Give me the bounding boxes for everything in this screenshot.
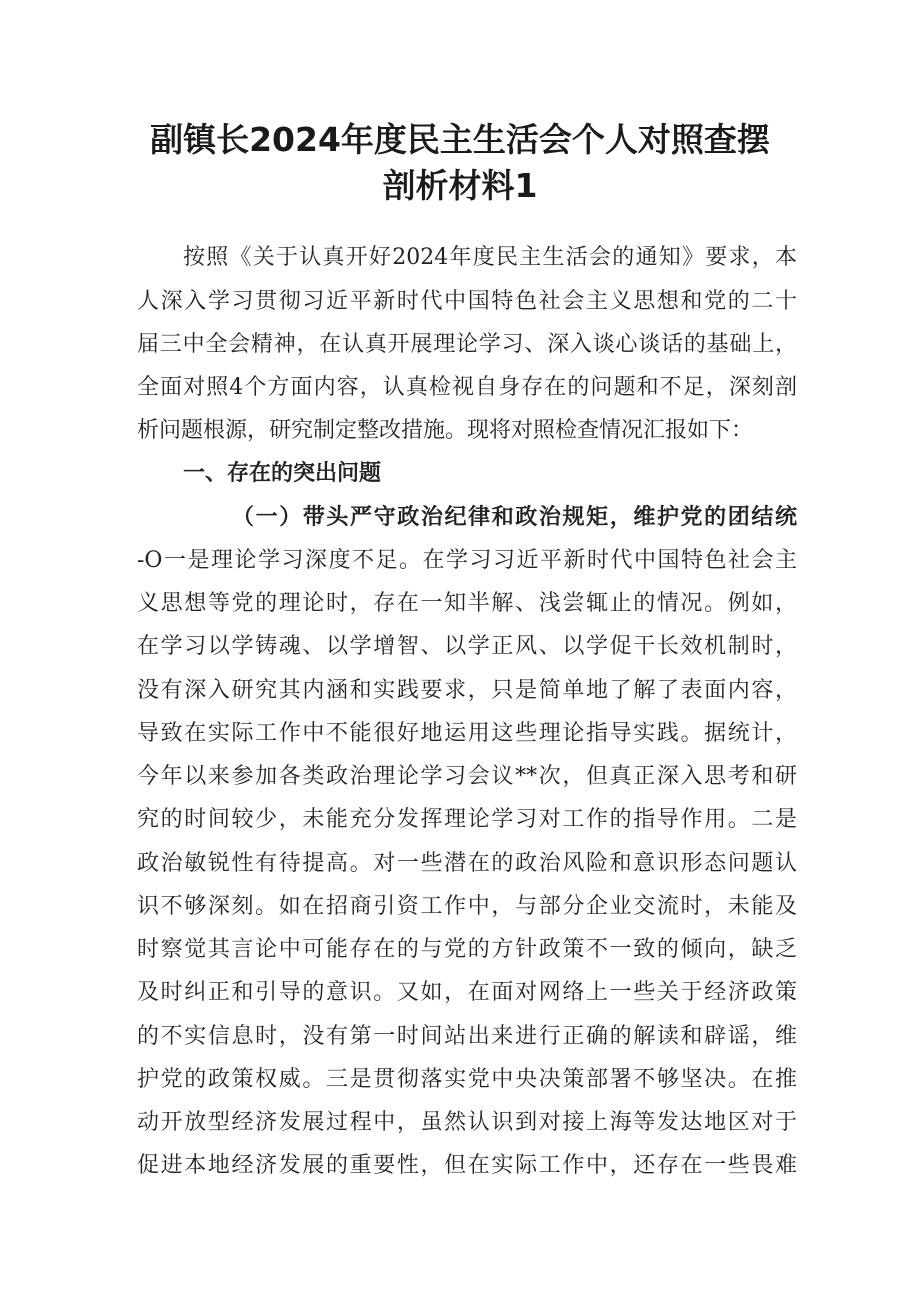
- intro-line: 全面对照4个方面内容，认真检视自身存在的问题和不足，深刻剖: [137, 375, 797, 400]
- intro-line: 析问题根源，研究制定整改措施。现将对照检查情况汇报如下：: [137, 418, 754, 443]
- section-heading: 一、存在的突出问题: [183, 461, 382, 486]
- body-line: 义思想等党的理论时，存在一知半解、浅尝辄止的情况。例如，: [137, 591, 797, 616]
- body-line: 及时纠正和引导的意识。又如，在面对网络上一些关于经济政策: [137, 980, 797, 1005]
- body-line: 识不够深刻。如在招商引资工作中，与部分企业交流时，未能及: [137, 894, 797, 919]
- intro-line: 人深入学习贯彻习近平新时代中国特色社会主义思想和党的二十: [137, 289, 797, 314]
- body-line: 究的时间较少，未能充分发挥理论学习对工作的指导作用。二是: [137, 807, 797, 832]
- body-line: 没有深入研究其内涵和实践要求，只是简单地了解了表面内容，: [137, 678, 797, 703]
- document-title-line-2: 剖析材料1: [382, 166, 538, 205]
- document-title-line-1: 副镇长2024年度民主生活会个人对照查摆: [150, 120, 770, 159]
- intro-line: 按照《关于认真开好2024年度民主生活会的通知》要求，本: [183, 245, 797, 270]
- body-line: 今年以来参加各类政治理论学习会议**次，但真正深入思考和研: [137, 764, 797, 789]
- body-line: 在学习以学铸魂、以学增智、以学正风、以学促干长效机制时，: [137, 634, 797, 659]
- body-line: 护党的政策权威。三是贯彻落实党中央决策部署不够坚决。在推: [137, 1067, 797, 1092]
- body-line: 动开放型经济发展过程中，虽然认识到对接上海等发达地区对于: [137, 1110, 797, 1135]
- intro-line: 届三中全会精神，在认真开展理论学习、深入谈心谈话的基础上，: [137, 332, 797, 357]
- subsection-heading: （一）带头严守政治纪律和政治规矩，维护党的团结统: [232, 505, 797, 530]
- body-line: 政治敏锐性有待提高。对一些潜在的政治风险和意识形态问题认: [137, 851, 797, 876]
- body-line: 导致在实际工作中不能很好地运用这些理论指导实践。据统计，: [137, 721, 797, 746]
- body-line: 时察觉其言论中可能存在的与党的方针政策不一致的倾向，缺乏: [137, 937, 797, 962]
- body-line: 促进本地经济发展的重要性，但在实际工作中，还存在一些畏难: [137, 1153, 797, 1178]
- body-line: 的不实信息时，没有第一时间站出来进行正确的解读和辟谣，维: [137, 1024, 797, 1049]
- body-line: -O一是理论学习深度不足。在学习习近平新时代中国特色社会主: [137, 548, 797, 573]
